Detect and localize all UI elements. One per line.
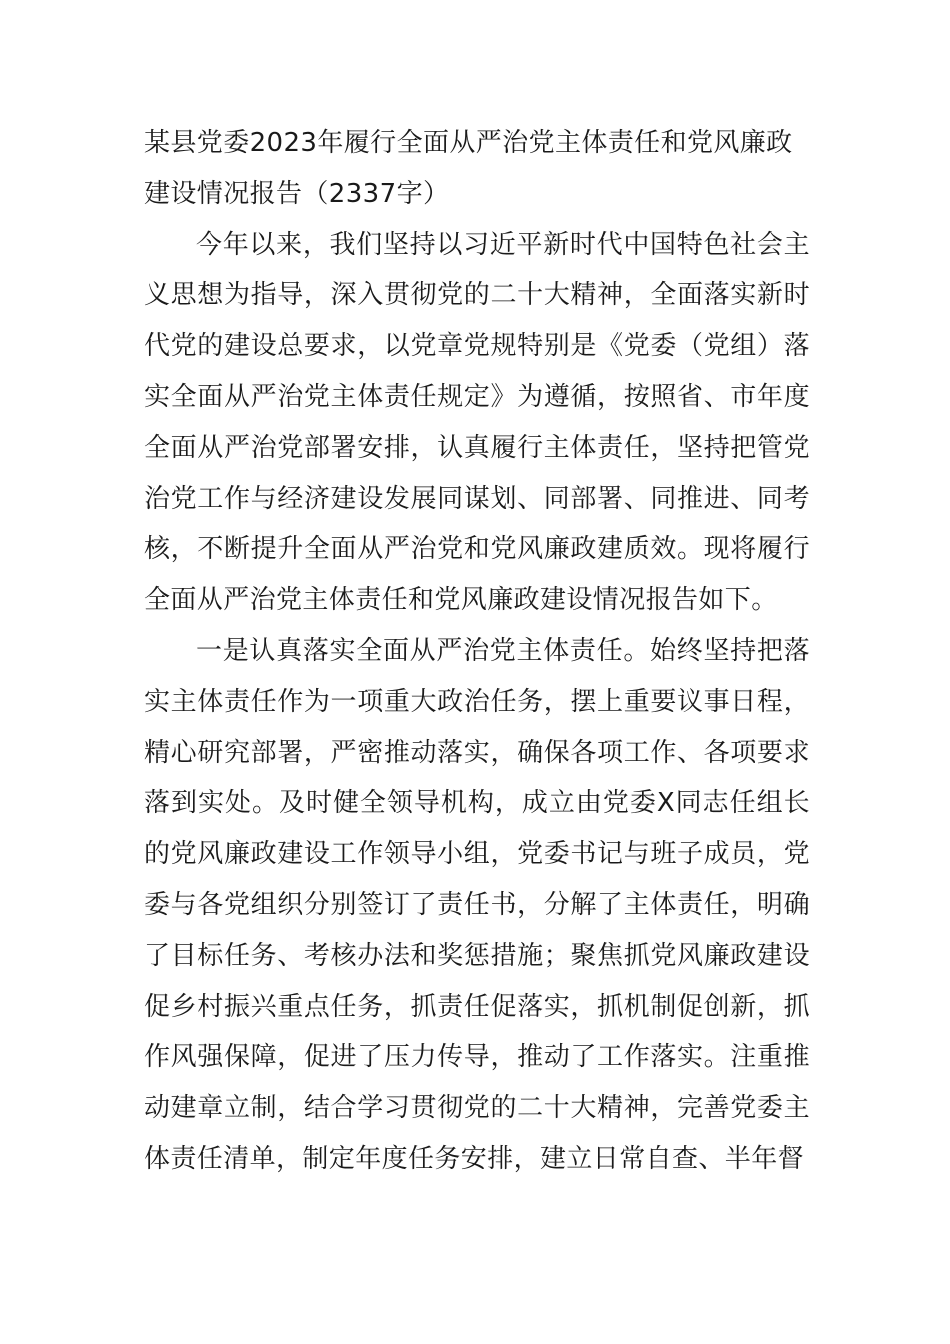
paragraph-intro: 今年以来，我们坚持以习近平新时代中国特色社会主义思想为指导，深入贯彻党的二十大精神，全面落实新时代党的建设总要求，以党章党规特别是《党委（党组）落实全面从严治党主体责任规定》为遵循，按照省、市年度全面从严治党部署安排，认真履行主体责任，坚持把管党治党工作与经济建设发展同谋划、同部署、同推进、同考核，不断提升全面从严治党和党风廉政建质效。现将履行全面从严治党主体责任和党风廉政建设情况报告如下。	[144, 229, 810, 616]
document-title: 某县党委2023年履行全面从严治党主体责任和党风廉政建设情况报告（2337字）	[144, 128, 793, 209]
document-body	[144, 118, 810, 1185]
paragraph-point-one: 一是认真落实全面从严治党主体责任。始终坚持把落实主体责任作为一项重大政治任务，摆上重要议事日程，精心研究部署，严密推动落实，确保各项工作、各项要求落到实处。及时健全领导机构，成立由党委X同志任组长的党风廉政建设工作领导小组，党委书记与班子成员，党委与各党组织分别签订了责任书，分解了主体责任，明确了目标任务、考核办法和奖惩措施；聚焦抓党风廉政建设促乡村振兴重点任务，抓责任促落实，抓机制促创新，抓作风强保障，促进了压力传导，推动了工作落实。注重推动建章立制，结合学习贯彻党的二十大精神，完善党委主体责任清单，制定年度任务安排，建立日常自查、半年督	[144, 635, 810, 1174]
